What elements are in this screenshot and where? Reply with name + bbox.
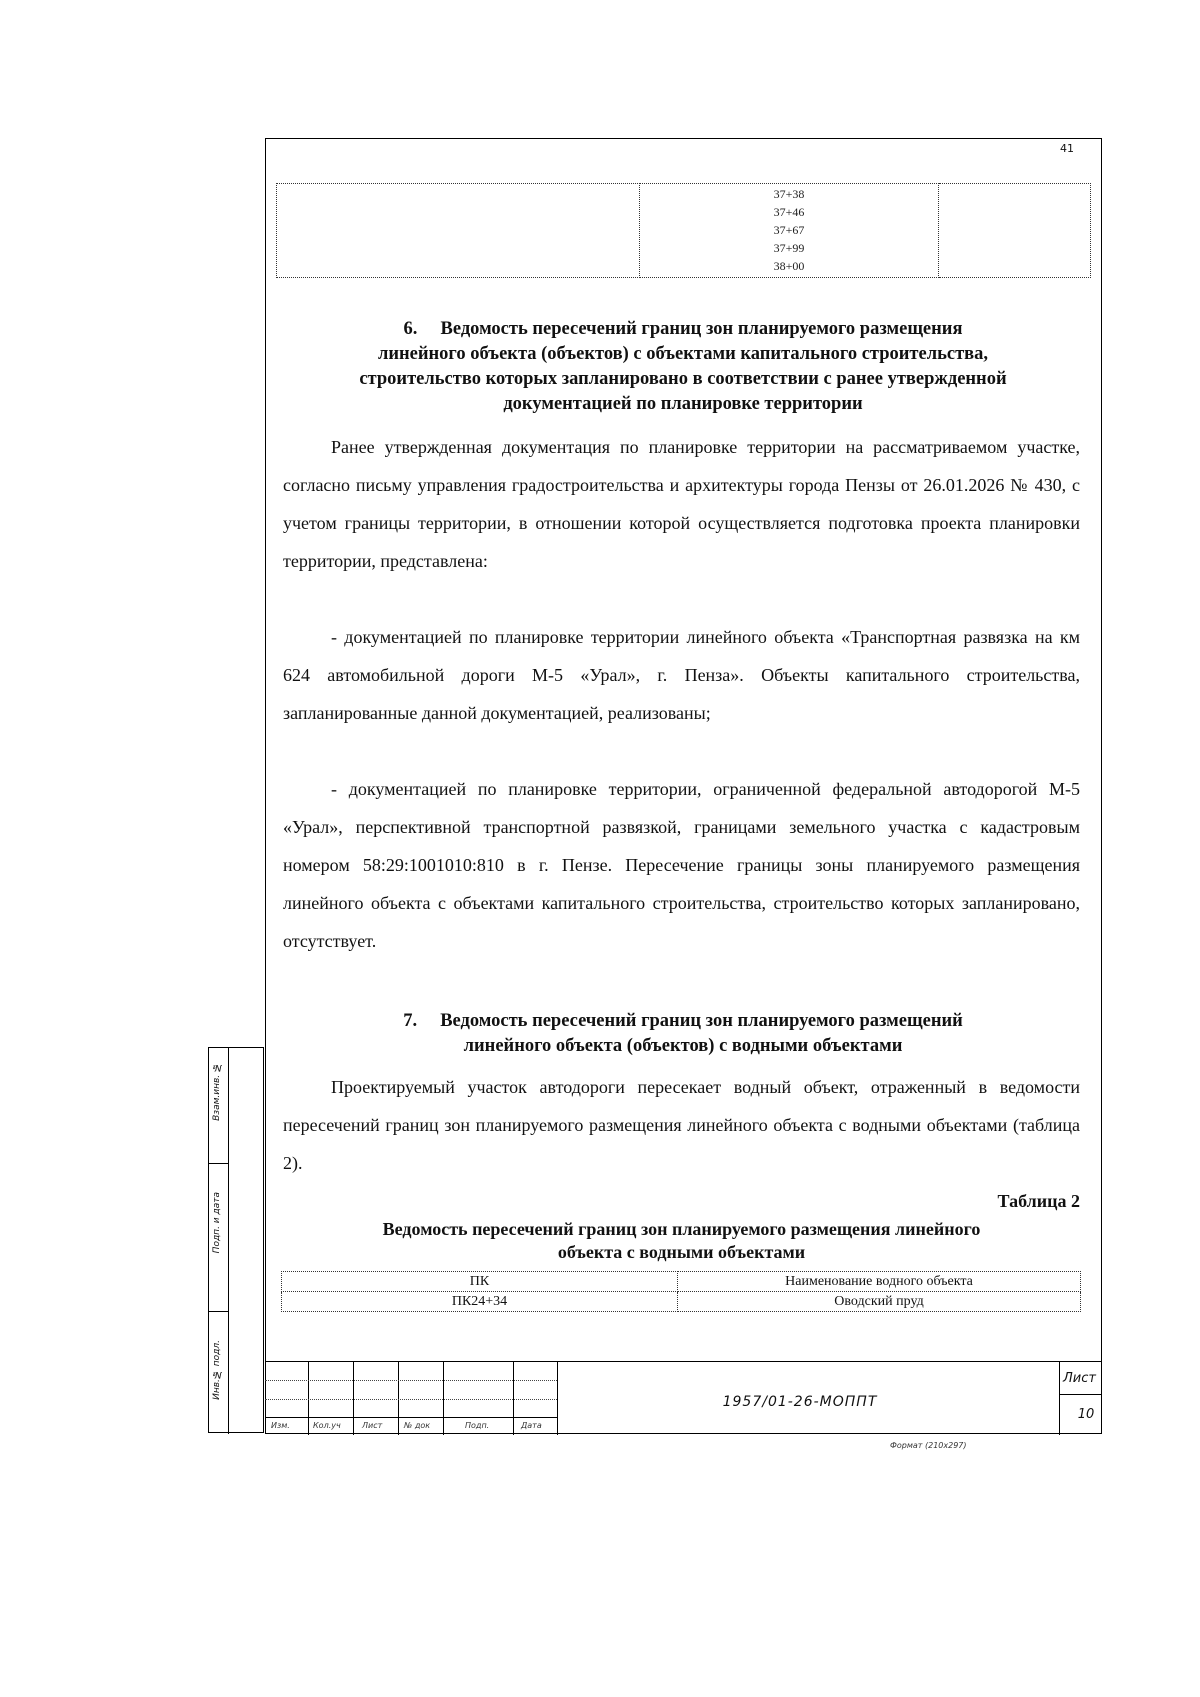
side-label-podp: Подп. и дата xyxy=(212,1192,222,1254)
table2-label: Таблица 2 xyxy=(997,1191,1080,1211)
section6-title-line3: строительство которых запланировано в соответствии с ранее утвержденной xyxy=(359,369,1007,389)
side-cell-inv xyxy=(209,1312,229,1434)
format-note: Формат (210х297) xyxy=(890,1441,967,1450)
top-sheet-number: 41 xyxy=(1060,142,1074,155)
table-cell-empty xyxy=(277,184,640,278)
pk-value: 37+38 xyxy=(773,187,805,201)
pk-value: 38+00 xyxy=(773,259,805,273)
table2-title-line2: объекта с водными объектами xyxy=(557,1242,806,1262)
section6-title-line2: линейного объекта (объектов) с объектами капитального строительства, xyxy=(377,344,989,364)
section7-heading xyxy=(288,1009,1078,1059)
col-label-izm: Изм. xyxy=(271,1421,290,1430)
col-label-koluch: Кол.уч xyxy=(313,1421,341,1430)
table-cell-empty xyxy=(939,184,1091,278)
side-stamp xyxy=(208,1047,264,1433)
col-label-data: Дата xyxy=(521,1421,542,1430)
section7-title-line1: Ведомость пересечений границ зон планируемого размещений xyxy=(440,1011,963,1031)
sheet-number: 10 xyxy=(1077,1407,1095,1422)
col-label-list: Лист xyxy=(362,1421,383,1430)
continuation-table xyxy=(276,183,1091,278)
section6-paragraph3: - документацией по планировке территории, ограниченной федеральной автодорогой М-5 «Урал», перспективной транспортной развязкой, границами земельного участка с кадастровым номером 58:29:1001010:810 в г. Пензе. Пересечение границы зоны планируемого размещения линейного объекта с объектами капитального строительства, строительство которых запланировано, отсутствует. xyxy=(283,779,1080,951)
section6-title-line4: документацией по планировке территории xyxy=(503,394,863,414)
pk-value: 37+46 xyxy=(773,205,805,219)
section6-paragraph2: - документацией по планировке территории линейного объекта «Транспортная развязка на км 624 автомобильной дороги М-5 «Урал», г. Пенза». Объекты капитального строительства, запланированные данной документацией, реализованы; xyxy=(283,627,1080,723)
table2-title xyxy=(283,1218,1080,1264)
col-label-podp: Подп. xyxy=(465,1421,490,1430)
pk-value: 37+67 xyxy=(773,223,805,237)
side-cell-vzam xyxy=(209,1048,229,1164)
section7-paragraph1: Проектируемый участок автодороги пересекает водный объект, отраженный в ведомости пересечений границ зон планируемого размещения линейного объекта с водными объектами (таблица 2). xyxy=(283,1077,1080,1173)
sheet-label: Лист xyxy=(1063,1371,1096,1386)
table-header-row xyxy=(282,1272,1081,1292)
table-row xyxy=(282,1292,1081,1312)
table-header-cell: Наименование водного объекта xyxy=(678,1272,1081,1292)
pk-list-cell xyxy=(639,184,939,278)
col-label-ndok: № док xyxy=(404,1421,431,1430)
water-objects-table xyxy=(281,1271,1081,1312)
section7-title-line2: линейного объекта (объектов) с водными объектами xyxy=(463,1036,903,1056)
table-cell: Оводский пруд xyxy=(678,1292,1081,1312)
section6-paragraph1: Ранее утвержденная документация по планировке территории на рассматриваемом участке, согласно письму управления градостроительства и архитектуры города Пензы от 26.01.2026 № 430, с учетом границы территории, в отношении которой осуществляется подготовка проекта планировки территории, представлена: xyxy=(283,437,1080,571)
document-code: 1957/01-26-МОППТ xyxy=(722,1394,878,1410)
table-header-cell: ПК xyxy=(282,1272,678,1292)
pk-value: 37+99 xyxy=(773,241,805,255)
table2-title-line1: Ведомость пересечений границ зон планируемого размещения линейного xyxy=(382,1219,981,1239)
side-stamp-blank xyxy=(229,1048,263,1434)
side-label-vzam: Взам.инв. № xyxy=(212,1062,222,1121)
section7-number: 7. xyxy=(403,1011,418,1031)
table-cell: ПК24+34 xyxy=(282,1292,678,1312)
side-label-inv: Инв.№ подл. xyxy=(212,1340,222,1400)
side-cell-podp xyxy=(209,1164,229,1312)
section6-number: 6. xyxy=(403,319,418,339)
section6-title-line1: Ведомость пересечений границ зон планируемого размещения xyxy=(440,319,963,339)
section6-heading xyxy=(288,317,1078,417)
